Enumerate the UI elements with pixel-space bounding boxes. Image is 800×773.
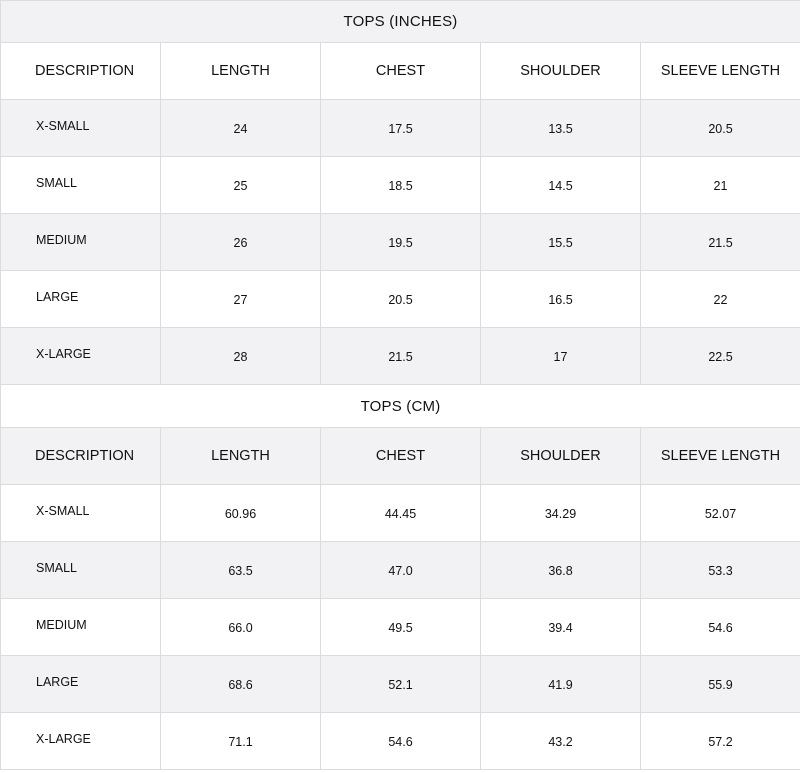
table-row (1, 100, 800, 157)
size-cell: X-SMALL (1, 100, 161, 157)
size-cell: X-LARGE (1, 713, 161, 770)
sleeve-length-cell: 57.2 (641, 713, 800, 770)
table-row (1, 157, 800, 214)
length-cell: 24 (161, 100, 321, 157)
table-title: TOPS (INCHES) (1, 1, 800, 43)
header-row (1, 428, 800, 485)
length-cell: 66.0 (161, 599, 321, 656)
shoulder-cell: 41.9 (481, 656, 641, 713)
sleeve-length-cell: 22.5 (641, 328, 800, 385)
chest-cell: 17.5 (321, 100, 481, 157)
chest-cell: 18.5 (321, 157, 481, 214)
table-row (1, 713, 800, 770)
column-header-length: LENGTH (161, 43, 321, 100)
size-table-cm (0, 384, 800, 770)
table-row (1, 485, 800, 542)
sleeve-length-cell: 22 (641, 271, 800, 328)
chest-cell: 49.5 (321, 599, 481, 656)
column-header-chest: CHEST (321, 43, 481, 100)
sleeve-length-cell: 21.5 (641, 214, 800, 271)
size-cell: SMALL (1, 157, 161, 214)
sleeve-length-cell: 54.6 (641, 599, 800, 656)
table-title-row (1, 385, 800, 428)
chest-cell: 52.1 (321, 656, 481, 713)
table-title-row (1, 1, 800, 43)
sleeve-length-cell: 52.07 (641, 485, 800, 542)
shoulder-cell: 14.5 (481, 157, 641, 214)
column-header-chest: CHEST (321, 428, 481, 485)
shoulder-cell: 36.8 (481, 542, 641, 599)
table-title: TOPS (CM) (1, 385, 800, 428)
shoulder-cell: 43.2 (481, 713, 641, 770)
table-row (1, 328, 800, 385)
sleeve-length-cell: 21 (641, 157, 800, 214)
shoulder-cell: 16.5 (481, 271, 641, 328)
column-header-description: DESCRIPTION (1, 43, 161, 100)
column-header-shoulder: SHOULDER (481, 43, 641, 100)
sleeve-length-cell: 20.5 (641, 100, 800, 157)
size-cell: MEDIUM (1, 599, 161, 656)
chest-cell: 20.5 (321, 271, 481, 328)
length-cell: 28 (161, 328, 321, 385)
length-cell: 27 (161, 271, 321, 328)
length-cell: 60.96 (161, 485, 321, 542)
table-row (1, 656, 800, 713)
chest-cell: 47.0 (321, 542, 481, 599)
shoulder-cell: 39.4 (481, 599, 641, 656)
size-cell: X-SMALL (1, 485, 161, 542)
length-cell: 63.5 (161, 542, 321, 599)
size-table-inches (0, 0, 800, 385)
shoulder-cell: 34.29 (481, 485, 641, 542)
size-cell: X-LARGE (1, 328, 161, 385)
size-cell: MEDIUM (1, 214, 161, 271)
shoulder-cell: 13.5 (481, 100, 641, 157)
chest-cell: 21.5 (321, 328, 481, 385)
table-row (1, 214, 800, 271)
chest-cell: 54.6 (321, 713, 481, 770)
length-cell: 71.1 (161, 713, 321, 770)
chest-cell: 19.5 (321, 214, 481, 271)
table-row (1, 542, 800, 599)
column-header-shoulder: SHOULDER (481, 428, 641, 485)
sleeve-length-cell: 53.3 (641, 542, 800, 599)
table-row (1, 599, 800, 656)
length-cell: 68.6 (161, 656, 321, 713)
table-row (1, 271, 800, 328)
size-cell: LARGE (1, 656, 161, 713)
column-header-sleeve-length: SLEEVE LENGTH (641, 43, 800, 100)
column-header-sleeve-length: SLEEVE LENGTH (641, 428, 800, 485)
length-cell: 26 (161, 214, 321, 271)
column-header-description: DESCRIPTION (1, 428, 161, 485)
chest-cell: 44.45 (321, 485, 481, 542)
sleeve-length-cell: 55.9 (641, 656, 800, 713)
column-header-length: LENGTH (161, 428, 321, 485)
shoulder-cell: 15.5 (481, 214, 641, 271)
header-row (1, 43, 800, 100)
shoulder-cell: 17 (481, 328, 641, 385)
size-cell: LARGE (1, 271, 161, 328)
size-cell: SMALL (1, 542, 161, 599)
length-cell: 25 (161, 157, 321, 214)
